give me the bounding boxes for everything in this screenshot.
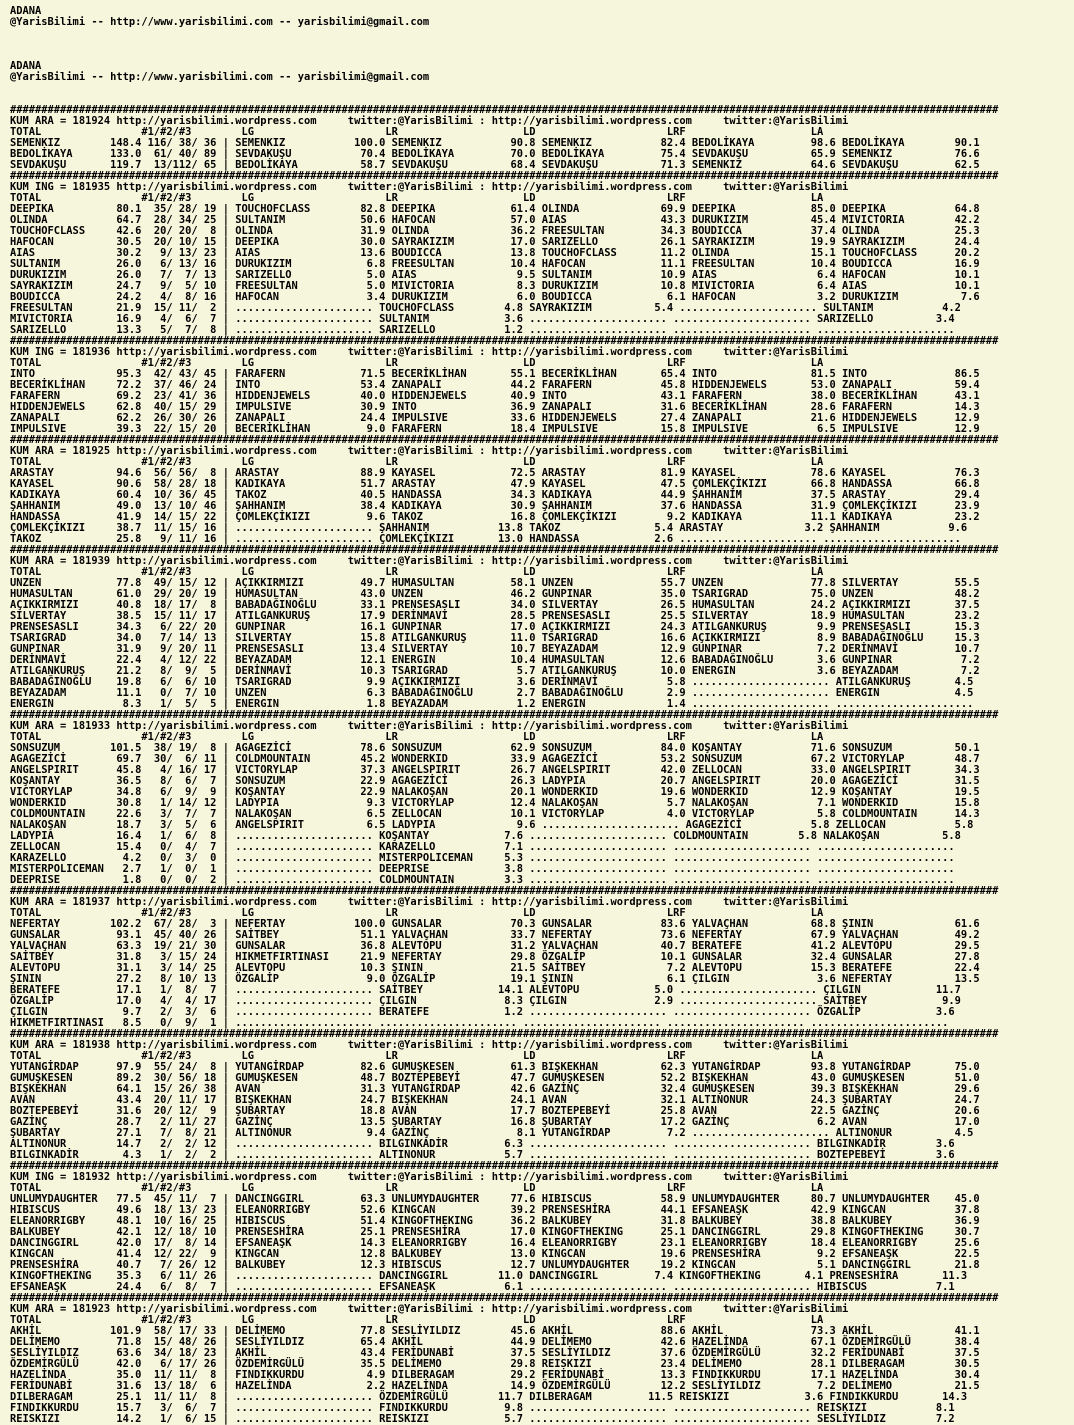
text-line: KAYASEL 90.6 58/ 28/ 18 | KADIKAYA 51.7 ARASTAY 47.9 KAYASEL 47.5 ÇOMLEKÇİKIZI 66.8 HANDASSA 66.8 (10, 478, 980, 490)
separator-line: ############################################################################################################################################################## (10, 709, 999, 721)
race-header-line: KUM ARA = 181925 http://yarisbilimi.wordpress.com twitter:@YarisBilimi : http://yarisbilimi.wordpress.com twitter:@YarisBilimi (10, 445, 849, 457)
text-line: GUNPINAR 31.9 9/ 20/ 11 | PRENSESASLI 13.4 SILVERTAY 10.7 BEYAZADAM 12.9 GUNPINAR 7.2 DERİNMAVİ 10.7 (10, 643, 980, 655)
text-line: LADYPIA 16.4 1/ 6/ 8 | ...................... KOŞANTAY 7.6 ...................... COLDMOUNTAIN 5.8 NALAKOŞAN 5.8 (10, 830, 961, 842)
text-line: REISKIZI 14.2 1/ 6/ 15 | ...................... REISKIZI 5.7 ...................... ...................... SESLİYILDIZ 7.2 (10, 1413, 955, 1425)
text-line: SEMENKIZ 148.4 116/ 38/ 36 | SEMENKIZ 100.0 SEMENKIZ 90.8 SEMENKIZ 82.4 BEDOLİKAYA 98.6 BEDOLİKAYA 90.1 (10, 137, 980, 149)
race-header-line: KUM ING = 181932 http://yarisbilimi.wordpress.com twitter:@YarisBilimi : http://yarisbilimi.wordpress.com twitter:@YarisBilimi (10, 1171, 849, 1183)
column-header-line: TOTAL #1/#2/#3 LG LR LD LRF LA (10, 566, 824, 578)
text-line: SAYRAKIZIM 24.7 9/ 5/ 10 | FREESULTAN 5.0 MIVICTORIA 8.3 DURUKIZIM 10.8 MIVICTORIA 6.4 AIAS 10.1 (10, 280, 980, 292)
race-header-line: KUM ARA = 181933 http://yarisbilimi.wordpress.com twitter:@YarisBilimi : http://yarisbilimi.wordpress.com twitter:@YarisBilimi (10, 720, 849, 732)
text-line: AGAGEZİCİ 69.7 30/ 6/ 11 | COLDMOUNTAIN 45.2 WONDERKID 33.9 AGAGEZİCİ 53.2 SONSUZUM 67.2 VICTORYLAP 48.7 (10, 753, 980, 765)
text-line: KARAZELLO 4.2 0/ 3/ 0 | ...................... MISTERPOLICEMAN 5.3 ...................... ...................... ...................... (10, 852, 955, 864)
text-line: HAZELİNDA 35.0 11/ 11/ 8 | FINDIKKURDU 4.9 DILBERAGAM 29.2 FERİDUNABİ 13.3 FINDIKKURDU 17.1 HAZELİNDA 30.4 (10, 1369, 980, 1381)
blank-line (10, 39, 1074, 50)
column-header-line: TOTAL #1/#2/#3 LG LR LD LRF LA (10, 907, 824, 919)
text-line: DILBERAGAM 25.1 11/ 11/ 8 | ...................... ÖZDEMİRGÜLÜ 11.7 DILBERAGAM 11.5 REISKIZI 3.6 FINDIKKURDU 14.3 (10, 1391, 968, 1403)
text-line: ZANAPALI 62.2 26/ 30/ 26 | ZANAPALI 24.4 IMPULSIVE 33.6 HIDDENJEWELS 27.4 ZANAPALI 21.6 HIDDENJEWELS 12.9 (10, 412, 980, 424)
race-header-line: KUM ARA = 181938 http://yarisbilimi.wordpress.com twitter:@YarisBilimi : http://yarisbilimi.wordpress.com twitter:@YarisBilimi (10, 1039, 849, 1051)
column-header-line: TOTAL #1/#2/#3 LG LR LD LRF LA (10, 731, 824, 743)
text-line: KINGOFTHEKING 35.3 6/ 11/ 26 | ...................... DANCINGGIRL 11.0 DANCINGGIRL 7.4 KINGOFTHEKING 4.1 PRENSESHİRA 11.3 (10, 1270, 968, 1282)
text-line: VICTORYLAP 34.8 6/ 9/ 9 | KOŞANTAY 22.9 NALAKOŞAN 20.1 WONDERKID 19.6 WONDERKID 12.9 KOŞANTAY 19.5 (10, 786, 980, 798)
text-line: ALEVTOPU 31.1 3/ 14/ 25 | ALEVTOPU 10.3 ŞININ 21.5 SAİTBEY 7.2 ALEVTOPU 15.3 BERATEFE 22.4 (10, 962, 980, 974)
text-line: ÖZGALİP 17.0 4/ 4/ 17 | ...................... ÇILGIN 8.3 ÇILGIN 2.9 ...................... SAİTBEY 9.9 (10, 995, 961, 1007)
text-line: BOZTEPEBEYİ 31.6 20/ 12/ 9 | ŞUBARTAY 18.8 AVAN 17.7 BOZTEPEBEYİ 25.8 AVAN 22.5 GAZİNÇ 20.6 (10, 1105, 980, 1117)
text-line: UNZEN 77.8 49/ 15/ 12 | AÇIKKIRMIZI 49.7 HUMASULTAN 58.1 UNZEN 55.7 UNZEN 77.8 SILVERTAY 55.5 (10, 577, 980, 589)
separator-line: ############################################################################################################################################################## (10, 1292, 999, 1304)
text-line: YALVAÇHAN 63.3 19/ 21/ 30 | GUNSALAR 36.8 ALEVTOPU 31.2 YALVAÇHAN 40.7 BERATEFE 41.2 ALEVTOPU 29.5 (10, 940, 980, 952)
text-line: IMPULSIVE 39.3 22/ 15/ 20 | BECERİKLİHAN 9.0 FARAFERN 18.4 IMPULSIVE 15.8 IMPULSIVE 6.5 IMPULSIVE 12.9 (10, 423, 980, 435)
text-line: TSARIGRAD 34.0 7/ 14/ 13 | SILVERTAY 15.8 ATILGANKURUŞ 11.0 TSARIGRAD 16.6 AÇIKKIRMIZI 8.9 BABADAĞINOĞLU 15.3 (10, 632, 980, 644)
text-line: EFSANEAŞK 24.4 6/ 8/ 7 | ...................... EFSANEAŞK 6.1 ...................... ...................... HIBISCUS 7.1 (10, 1281, 955, 1293)
text-line: DEEPIKA 80.1 35/ 28/ 19 | TOUCHOFCLASS 82.8 DEEPIKA 61.4 OLINDA 69.9 DEEPIKA 85.0 DEEPIKA 64.8 (10, 203, 980, 215)
text-line: @YarisBilimi -- http://www.yarisbilimi.com -- yarisbilimi@gmail.com (10, 16, 430, 28)
text-line: INTO 95.3 42/ 43/ 45 | FARAFERN 71.5 BECERİKLİHAN 55.1 BECERİKLİHAN 65.4 INTO 81.5 INTO 86.5 (10, 368, 980, 380)
text-line: ALTINONUR 14.7 2/ 2/ 12 | ...................... BILGINKADİR 6.3 ...................... ...................... BILGINKADİR 3.6 (10, 1138, 955, 1150)
text-line: DELİMEMO 71.8 15/ 48/ 26 | SESLİYILDIZ 65.4 AKHİL 44.9 DELİMEMO 42.6 HAZELİNDA 67.1 ÖZDEMİRGÜLÜ 38.4 (10, 1336, 980, 1348)
text-line: ÖZDEMİRGÜLÜ 42.0 6/ 17/ 26 | ÖZDEMİRGÜLÜ 35.5 DELİMEMO 29.8 REISKIZI 23.4 DELİMEMO 28.1 DILBERAGAM 30.5 (10, 1358, 980, 1370)
race-header-line: KUM ARA = 181937 http://yarisbilimi.wordpress.com twitter:@YarisBilimi : http://yarisbilimi.wordpress.com twitter:@YarisBilimi (10, 896, 849, 908)
race-header-line: KUM ARA = 181924 http://yarisbilimi.wordpress.com twitter:@YarisBilimi : http://yarisbilimi.wordpress.com twitter:@YarisBilimi (10, 115, 849, 127)
column-header-line: TOTAL #1/#2/#3 LG LR LD LRF LA (10, 1314, 824, 1326)
text-line: KADIKAYA 60.4 10/ 36/ 45 | TAKOZ 40.5 HANDASSA 34.3 KADIKAYA 44.9 ŞAHHANİM 37.5 ARASTAY 29.4 (10, 489, 980, 501)
text-line: KOŞANTAY 36.5 8/ 6/ 7 | SONSUZUM 22.9 AGAGEZİCİ 26.3 LADYPIA 20.7 ANGELSPIRIT 20.0 AGAGEZİCİ 31.5 (10, 775, 980, 787)
blank-line (10, 83, 1074, 94)
text-line: ANGELSPIRIT 45.8 4/ 16/ 17 | VICTORYLAP 37.3 ANGELSPIRIT 26.7 ANGELSPIRIT 42.0 ZELLOCAN 33.0 ANGELSPIRIT 34.3 (10, 764, 980, 776)
text-line: ŞAHHANIM 49.0 13/ 10/ 46 | ŞAHHANIM 38.4 KADIKAYA 30.9 ŞAHHANIM 37.6 HANDASSA 31.9 ÇOMLEKÇİKIZI 23.9 (10, 500, 980, 512)
race-header-line: KUM ARA = 181939 http://yarisbilimi.wordpress.com twitter:@YarisBilimi : http://yarisbilimi.wordpress.com twitter:@YarisBilimi (10, 555, 849, 567)
text-line: BEDOLİKAYA 133.0 61/ 40/ 89 | SEVDAKUŞU 70.4 BEDOLİKAYA 70.0 BEDOLİKAYA 75.4 SEVDAKUŞU 65.9 SEMENKIZ 76.6 (10, 148, 980, 160)
separator-line: ############################################################################################################################################################## (10, 170, 999, 182)
text-line: ENERGIN 8.3 1/ 5/ 5 | ENERGIN 1.8 BEYAZADAM 1.2 ENERGIN 1.4 ...................... ...................... (10, 698, 974, 710)
separator-line: ############################################################################################################################################################## (10, 885, 999, 897)
race-header-line: KUM ARA = 181923 http://yarisbilimi.wordpress.com twitter:@YarisBilimi : http://yarisbilimi.wordpress.com twitter:@YarisBilimi (10, 1303, 849, 1315)
text-line: HIKMETFIRTINASI 8.5 0/ 9/ 1 | ...................... ...................... ...................... ...................... ...................... (10, 1017, 949, 1029)
text-line: ŞININ 27.2 8/ 10/ 13 | ÖZGALİP 9.0 ÖZGALİP 19.1 ŞININ 6.1 ÇILGIN 3.6 NEFERTAY 13.5 (10, 973, 980, 985)
text-line: BERATEFE 17.1 1/ 8/ 7 | ...................... SAİTBEY 14.1 ALEVTOPU 5.0 ...................... ÇILGIN 11.7 (10, 984, 961, 996)
text-line: DANCINGGIRL 42.0 17/ 8/ 14 | EFSANEAŞK 14.3 ELEANORRIGBY 16.4 ELEANORRIGBY 23.1 ELEANORRIGBY 18.4 ELEANORRIGBY 25.6 (10, 1237, 980, 1249)
text-line: BEYAZADAM 11.1 0/ 7/ 10 | UNZEN 6.3 BABADAĞINOĞLU 2.7 BABADAĞINOĞLU 2.9 ...................... ENERGIN 4.5 (10, 687, 974, 699)
text-line: MISTERPOLICEMAN 2.7 1/ 0/ 1 | ...................... DEEPRISE 3.8 ...................... ...................... ...................... (10, 863, 955, 875)
separator-line: ############################################################################################################################################################## (10, 1160, 999, 1172)
text-line: HIDDENJEWELS 62.8 40/ 15/ 29 | IMPULSIVE 30.9 INTO 36.9 ZANAPALI 31.6 BECERİKLİHAN 28.6 FARAFERN 14.3 (10, 401, 980, 413)
text-line: ZELLOCAN 15.4 0/ 4/ 7 | ...................... KARAZELLO 7.1 ...................... ...................... ...................... (10, 841, 955, 853)
column-header-line: TOTAL #1/#2/#3 LG LR LD LRF LA (10, 456, 824, 468)
text-line: WONDERKID 30.8 1/ 14/ 12 | LADYPIA 9.3 VICTORYLAP 12.4 NALAKOŞAN 5.7 NALAKOŞAN 7.1 WONDERKID 15.8 (10, 797, 980, 809)
text-line: HUMASULTAN 61.0 29/ 20/ 19 | HUMASULTAN 43.0 UNZEN 46.2 GUNPINAR 35.0 TSARIGRAD 75.0 UNZEN 48.2 (10, 588, 980, 600)
text-line: SONSUZUM 101.5 38/ 19/ 8 | AGAGEZİCİ 78.6 SONSUZUM 62.9 SONSUZUM 84.0 KOŞANTAY 71.6 SONSUZUM 50.1 (10, 742, 980, 754)
blank-line (10, 28, 1074, 39)
text-line: SARIZELLO 13.3 5/ 7/ 8 | ...................... SARIZELLO 1.2 ...................... ...................... ...................... (10, 324, 955, 336)
text-line: ADANA (10, 60, 42, 72)
separator-line: ############################################################################################################################################################## (10, 335, 999, 347)
text-line: TOUCHOFCLASS 42.6 20/ 20/ 8 | OLINDA 31.9 OLINDA 36.2 FREESULTAN 34.3 BOUDICCA 37.4 OLINDA 25.3 (10, 225, 980, 237)
text-line: ÇILGIN 9.7 2/ 3/ 6 | ...................... BERATEFE 1.2 ...................... ...................... ÖZGALİP 3.6 (10, 1006, 955, 1018)
text-line: @YarisBilimi -- http://www.yarisbilimi.com -- yarisbilimi@gmail.com (10, 71, 430, 83)
text-line: ÇOMLEKÇİKIZI 38.7 11/ 15/ 16 | ...................... ŞAHHANIM 13.8 TAKOZ 5.4 ARASTAY 3.2 ŞAHHANIM 9.6 (10, 522, 968, 534)
text-line: SEVDAKUŞU 119.7 13/112/ 65 | BEDOLİKAYA 58.7 SEVDAKUŞU 68.4 SEVDAKUŞU 71.3 SEMENKIZ 64.6 SEVDAKUŞU 62.5 (10, 159, 980, 171)
text-line: BILGINKADİR 4.3 1/ 2/ 2 | ...................... ALTINONUR 5.7 ...................... ...................... BOZTEPEBEYİ 3.6 (10, 1149, 955, 1161)
text-line: FREESULTAN 21.9 15/ 11/ 2 | ...................... TOUCHOFCLASS 4.8 SAYRAKIZIM 5.4 ...................... SULTANIM 4.2 (10, 302, 961, 314)
text-line: DURUKIZIM 26.0 7/ 7/ 13 | SARIZELLO 5.0 AIAS 9.5 SULTANIM 10.9 AIAS 6.4 HAFOCAN 10.1 (10, 269, 980, 281)
text-line: OLINDA 64.7 28/ 34/ 25 | SULTANIM 50.6 HAFOCAN 57.0 AIAS 43.3 DURUKIZIM 45.4 MIVICTORIA 42.2 (10, 214, 980, 226)
text-line: COLDMOUNTAIN 22.6 3/ 7/ 7 | NALAKOŞAN 6.5 ZELLOCAN 10.1 VICTORYLAP 4.0 VICTORYLAP 5.8 COLDMOUNTAIN 14.3 (10, 808, 980, 820)
text-line: NALAKOŞAN 18.7 3/ 5/ 6 | ANGELSPIRIT 6.5 LADYPIA 9.6 ...................... AGAGEZİCİ 5.8 ZELLOCAN 5.8 (10, 819, 974, 831)
text-line: SESLİYILDIZ 63.6 34/ 18/ 23 | AKHİL 43.4 FERİDUNABİ 37.5 SESLİYILDIZ 37.6 ÖZDEMİRGÜLÜ 32.2 FERİDUNABİ 37.5 (10, 1347, 980, 1359)
column-header-line: TOTAL #1/#2/#3 LG LR LD LRF LA (10, 126, 824, 138)
column-header-line: TOTAL #1/#2/#3 LG LR LD LRF LA (10, 357, 824, 369)
text-line: BIŞKEKHAN 64.1 15/ 26/ 38 | AVAN 31.3 YUTANGİRDAP 42.6 GAZİNÇ 32.4 GUMUŞKESEN 39.3 BIŞKEKHAN 29.6 (10, 1083, 980, 1095)
text-line: GAZİNÇ 28.7 2/ 11/ 27 | GAZİNÇ 13.5 ŞUBARTAY 16.8 ŞUBARTAY 17.2 GAZİNÇ 6.2 AVAN 17.0 (10, 1116, 980, 1128)
text-line: HIBISCUS 49.6 18/ 13/ 23 | ELEANORRIGBY 52.6 KINGCAN 39.2 PRENSESHİRA 44.1 EFSANEAŞK 42.9 KINGCAN 37.8 (10, 1204, 980, 1216)
text-line: ADANA (10, 5, 42, 17)
separator-line: ############################################################################################################################################################## (10, 544, 999, 556)
text-line: SULTANIM 26.0 6/ 13/ 16 | DURUKIZIM 6.8 FREESULTAN 10.4 HAFOCAN 11.1 FREESULTAN 10.4 BOUDICCA 16.9 (10, 258, 980, 270)
text-line: ŞUBARTAY 27.1 7/ 8/ 21 | ALTINONUR 9.4 GAZİNÇ 8.1 YUTANGİRDAP 7.2 ...................... ALTINONUR 4.5 (10, 1127, 974, 1139)
text-line: AÇIKKIRMIZI 40.8 18/ 17/ 8 | BABADAĞINOĞLU 33.1 PRENSESASLI 34.0 SILVERTAY 26.5 HUMASULTAN 24.2 AÇIKKIRMIZI 37.5 (10, 599, 980, 611)
separator-line: ############################################################################################################################################################## (10, 104, 999, 116)
text-line: AKHİL 101.9 58/ 17/ 33 | DELİMEMO 77.8 SESLİYILDIZ 45.6 AKHİL 88.6 AKHİL 73.3 AKHİL 41.1 (10, 1325, 980, 1337)
text-line: ELEANORRIGBY 48.1 10/ 16/ 25 | HIBISCUS 51.4 KINGOFTHEKING 36.2 BALKUBEY 31.8 BALKUBEY 38.8 BALKUBEY 36.9 (10, 1215, 980, 1227)
separator-line: ############################################################################################################################################################## (10, 1028, 999, 1040)
text-line: BABADAĞINOĞLU 19.8 6/ 6/ 10 | TSARIGRAD 9.9 AÇIKKIRMIZI 3.6 DERİNMAVİ 5.8 ...................... ATILGANKURUŞ 4.5 (10, 676, 974, 688)
text-line: TAKOZ 25.8 9/ 11/ 16 | ...................... ÇOMLEKÇİKIZI 13.0 HANDASSA 2.6 ...................... ...................... (10, 533, 961, 545)
text-line: HAFOCAN 30.5 20/ 10/ 15 | DEEPIKA 30.0 SAYRAKIZIM 17.0 SARIZELLO 26.1 SAYRAKIZIM 19.9 SAYRAKIZIM 24.4 (10, 236, 980, 248)
text-line: GUNSALAR 93.1 45/ 40/ 26 | SAİTBEY 51.1 YALVAÇHAN 33.7 NEFERTAY 73.6 NEFERTAY 67.9 YALVAÇHAN 49.2 (10, 929, 980, 941)
column-header-line: TOTAL #1/#2/#3 LG LR LD LRF LA (10, 1182, 824, 1194)
text-line: FINDIKKURDU 15.7 3/ 6/ 7 | ...................... FINDIKKURDU 9.8 ...................... ...................... REISKIZI 8.1 (10, 1402, 955, 1414)
column-header-line: TOTAL #1/#2/#3 LG LR LD LRF LA (10, 1050, 824, 1062)
text-line: HANDASSA 41.9 14/ 15/ 22 | ÇOMLEKÇİKIZI 9.6 TAKOZ 16.8 ÇOMLEKÇİKIZI 9.2 KADIKAYA 11.1 KADIKAYA 23.2 (10, 511, 980, 523)
text-line: DEEPRISE 1.8 0/ 0/ 2 | ...................... COLDMOUNTAIN 3.3 ...................... ...................... ...................... (10, 874, 955, 886)
text-line: PRENSESHİRA 40.7 7/ 26/ 12 | BALKUBEY 12.3 HIBISCUS 12.7 UNLUMYDAUGHTER 19.2 KINGCAN 5.1 DANCINGGIRL 21.8 (10, 1259, 980, 1271)
race-header-line: KUM ING = 181936 http://yarisbilimi.wordpress.com twitter:@YarisBilimi : http://yarisbilimi.wordpress.com twitter:@YarisBilimi (10, 346, 849, 358)
text-line: KINGCAN 41.4 12/ 22/ 9 | KINGCAN 12.8 BALKUBEY 13.0 KINGCAN 19.6 PRENSESHİRA 9.2 EFSANEAŞK 22.5 (10, 1248, 980, 1260)
text-line: FARAFERN 69.2 23/ 41/ 36 | HIDDENJEWELS 40.0 HIDDENJEWELS 40.9 INTO 43.1 FARAFERN 38.0 BECERİKLİHAN 43.1 (10, 390, 980, 402)
text-line: NEFERTAY 102.2 67/ 28/ 3 | NEFERTAY 100.0 GUNSALAR 70.3 GUNSALAR 83.6 YALVAÇHAN 68.8 ŞININ 61.6 (10, 918, 980, 930)
text-line: BOUDICCA 24.2 4/ 8/ 16 | HAFOCAN 3.4 DURUKIZIM 6.0 BOUDICCA 6.1 HAFOCAN 3.2 DURUKIZIM 7.6 (10, 291, 980, 303)
text-line: SILVERTAY 38.5 15/ 11/ 17 | ATILGANKURUŞ 17.9 DERİNMAVİ 28.5 PRENSESASLI 25.5 SILVERTAY 18.9 HUMASULTAN 23.2 (10, 610, 980, 622)
separator-line: ############################################################################################################################################################## (10, 434, 999, 446)
blank-line (10, 50, 1074, 61)
text-line: DERİNMAVİ 22.4 4/ 12/ 22 | BEYAZADAM 12.1 ENERGIN 10.4 HUMASULTAN 12.6 BABADAĞINOĞLU 3.6 GUNPINAR 7.2 (10, 654, 980, 666)
text-line: SAİTBEY 31.8 3/ 15/ 24 | HIKMETFIRTINASI 21.9 NEFERTAY 29.8 ÖZGALİP 10.1 GUNSALAR 32.4 GUNSALAR 27.8 (10, 951, 980, 963)
text-line: ARASTAY 94.6 56/ 56/ 8 | ARASTAY 88.9 KAYASEL 72.5 ARASTAY 81.9 KAYASEL 78.6 KAYASEL 76.3 (10, 467, 980, 479)
text-line: BALKUBEY 42.1 12/ 18/ 10 | PRENSESHİRA 25.1 PRENSESHİRA 17.0 KINGOFTHEKING 25.1 DANCINGGIRL 29.8 KINGOFTHEKING 30.7 (10, 1226, 980, 1238)
text-line: GUMUŞKESEN 89.2 30/ 56/ 18 | GUMUŞKESEN 48.7 BOZTEPEBEYİ 47.7 GUMUŞKESEN 52.2 BIŞKEKHAN 43.0 GUMUŞKESEN 51.0 (10, 1072, 980, 1084)
text-line: MIVICTORIA 16.9 4/ 6/ 7 | ...................... SULTANIM 3.6 ...................... ...................... SARIZELLO 3.4 (10, 313, 955, 325)
race-header-line: KUM ING = 181935 http://yarisbilimi.wordpress.com twitter:@YarisBilimi : http://yarisbilimi.wordpress.com twitter:@YarisBilimi (10, 181, 849, 193)
text-line: UNLUMYDAUGHTER 77.5 45/ 11/ 7 | DANCINGGIRL 63.3 UNLUMYDAUGHTER 77.6 HIBISCUS 58.9 UNLUMYDAUGHTER 80.7 UNLUMYDAUGHTER 45.0 (10, 1193, 980, 1205)
text-line: PRENSESASLI 34.3 6/ 22/ 20 | GUNPINAR 16.1 GUNPINAR 17.0 AÇIKKIRMIZI 24.3 ATILGANKURUŞ 9.9 PRENSESASLI 15.3 (10, 621, 980, 633)
text-line: AVAN 43.4 20/ 11/ 17 | BIŞKEKHAN 24.7 BIŞKEKHAN 24.1 AVAN 32.1 ALTINONUR 24.3 ŞUBARTAY 24.7 (10, 1094, 980, 1106)
text-line: YUTANGİRDAP 97.9 55/ 24/ 8 | YUTANGİRDAP 82.6 GUMUŞKESEN 61.3 BIŞKEKHAN 62.3 YUTANGİRDAP 93.8 YUTANGİRDAP 75.0 (10, 1061, 980, 1073)
text-line: AIAS 30.2 9/ 13/ 23 | AIAS 13.6 BOUDICCA 13.8 TOUCHOFCLASS 11.2 OLINDA 15.1 TOUCHOFCLASS 20.2 (10, 247, 980, 259)
column-header-line: TOTAL #1/#2/#3 LG LR LD LRF LA (10, 192, 824, 204)
text-line: FERİDUNABİ 31.6 13/ 18/ 6 | HAZELİNDA 2.2 HAZELİNDA 14.9 ÖZDEMİRGÜLÜ 12.2 SESLİYILDIZ 7.2 DELİMEMO 21.5 (10, 1380, 980, 1392)
text-line: ATILGANKURUŞ 21.2 8/ 9/ 5 | DERİNMAVİ 10.3 TSARIGRAD 5.7 ATILGANKURUŞ 10.0 ENERGIN 3.6 BEYAZADAM 7.2 (10, 665, 980, 677)
text-line: BECERİKLİHAN 72.2 37/ 46/ 24 | INTO 53.4 ZANAPALI 44.2 FARAFERN 45.8 HIDDENJEWELS 53.0 ZANAPALI 59.4 (10, 379, 980, 391)
